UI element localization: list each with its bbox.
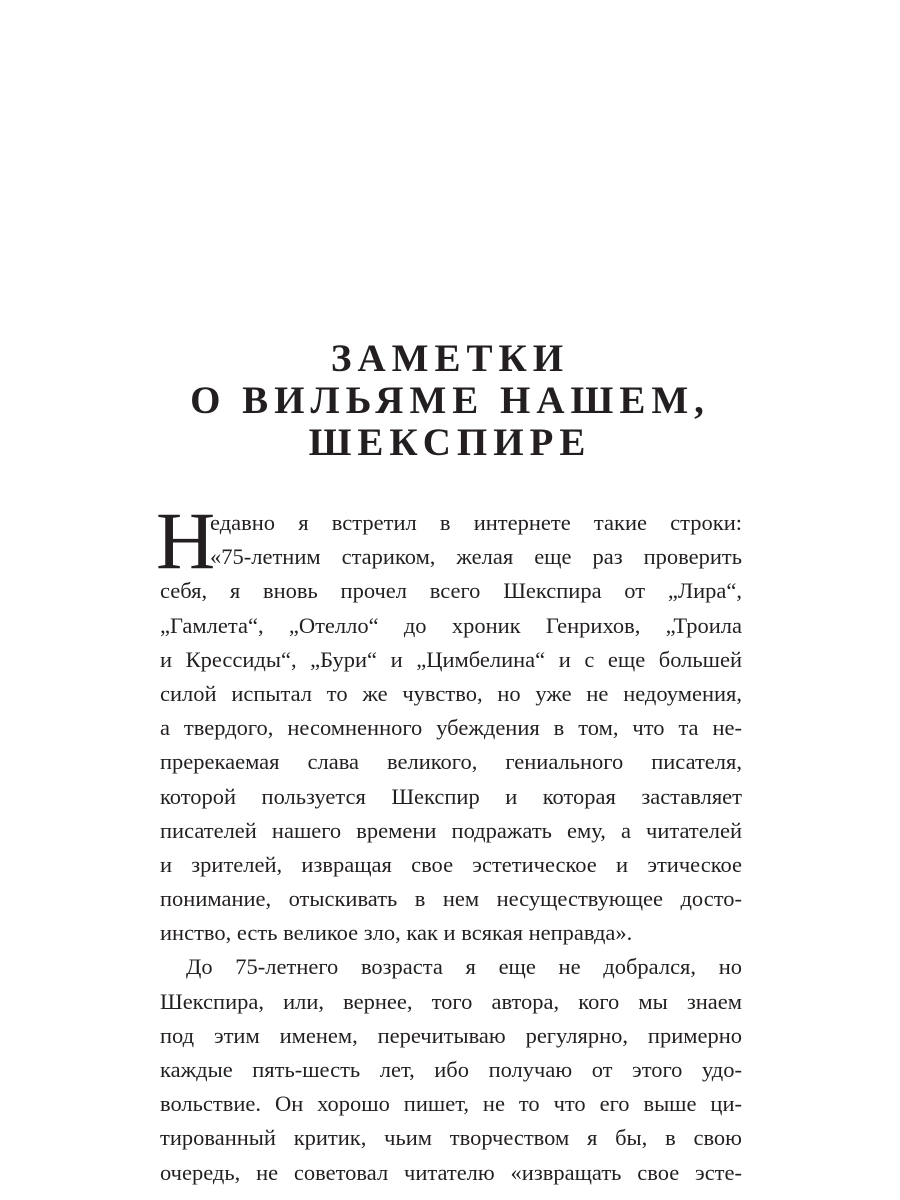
chapter-body-text (156, 495, 742, 1190)
text-line: силой испытал то же чувство, но уже не недоумения, (160, 680, 742, 706)
text-line: каждые пять-шесть лет, ибо получаю от этого удо- (160, 1057, 742, 1082)
chapter-title-line-1: ЗАМЕТКИ (330, 337, 570, 380)
text-line: инство, есть великое зло, как и всякая неправда». (160, 920, 633, 946)
text-line: и зрителей, извращая свое эстетическое и этическое (160, 851, 742, 877)
chapter-title (0, 338, 900, 464)
text-line: вольствие. Он хорошо пишет, не то что его выше ци- (160, 1091, 742, 1117)
chapter-title-line-2: О ВИЛЬЯМЕ НАШЕМ, (190, 379, 710, 422)
text-line: едавно я встретил в интернете такие строки: (210, 510, 742, 535)
chapter-title-line-3: ШЕКСПИРЕ (308, 421, 592, 464)
text-line: а твердого, несомненного убеждения в том, что та не- (160, 715, 742, 741)
text-line: очередь, не советовал читателю «извращать свое эсте- (160, 1159, 742, 1185)
text-line: писателей нашего времени подражать ему, а читателей (160, 817, 742, 843)
text-line: себя, я вновь прочел всего Шекспира от „Лира“, (160, 578, 742, 604)
text-line: и Крессиды“, „Бури“ и „Цимбелина“ и с еще большей (160, 646, 742, 672)
text-line: тированный критик, чьим творчеством я бы, в свою (160, 1125, 742, 1151)
text-line: «75-летним стариком, желая еще раз проверить (210, 544, 742, 570)
text-line: „Гамлета“, „Отелло“ до хроник Генрихов, „Троила (160, 612, 742, 638)
text-line: пререкаемая слава великого, гениального писателя, (160, 749, 742, 775)
text-line: которой пользуется Шекспир и которая заставляет (160, 783, 742, 809)
text-line: До 75-летнего возраста я еще не добрался, но (186, 954, 742, 980)
text-line: понимание, отыскивать в нем несуществующее досто- (160, 886, 742, 912)
text-line: под этим именем, перечитываю регулярно, примерно (160, 1022, 742, 1048)
text-line: Шекспира, или, вернее, того автора, кого мы знаем (160, 988, 742, 1014)
drop-cap-letter: Н (156, 495, 216, 586)
